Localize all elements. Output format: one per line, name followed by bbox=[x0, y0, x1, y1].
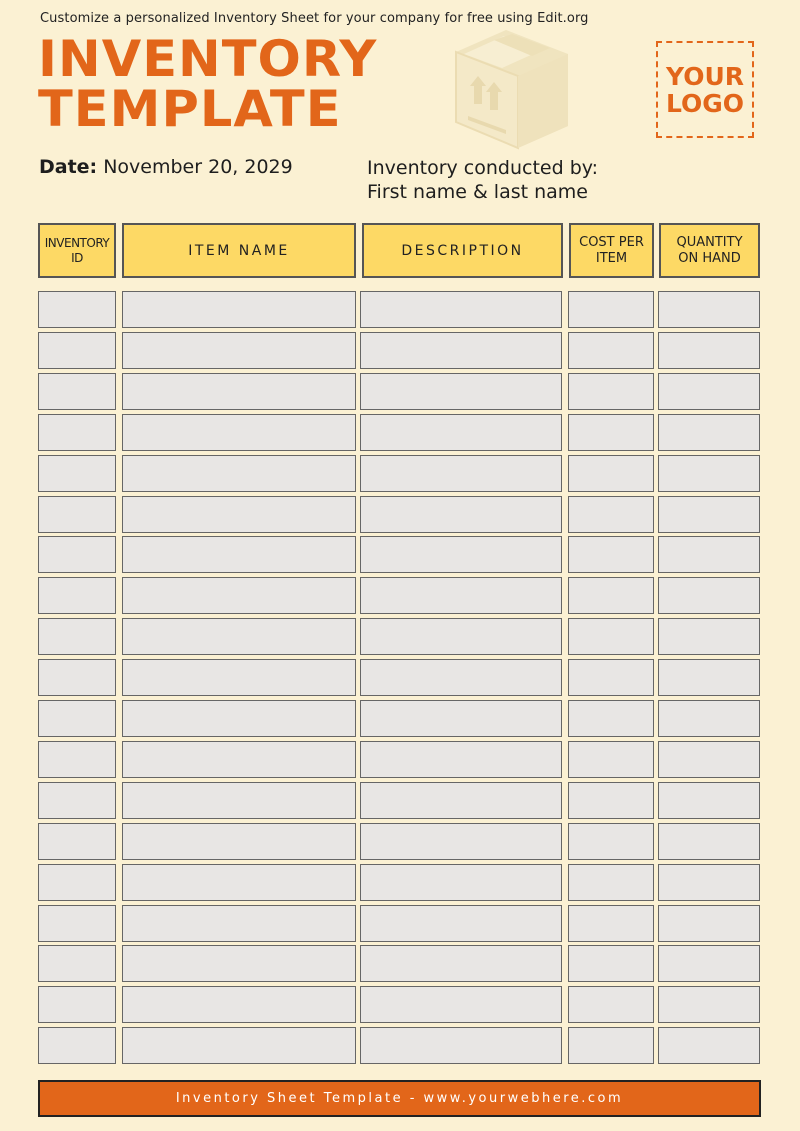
title-line-1: INVENTORY bbox=[38, 30, 378, 88]
description-cell[interactable] bbox=[360, 414, 562, 451]
cost-per-item-cell[interactable] bbox=[568, 291, 654, 328]
description-cell[interactable] bbox=[360, 455, 562, 492]
inventory-id-cell[interactable] bbox=[38, 986, 116, 1023]
cost-per-item-cell[interactable] bbox=[568, 782, 654, 819]
inventory-id-cell[interactable] bbox=[38, 291, 116, 328]
item-name-cell[interactable] bbox=[122, 741, 356, 778]
description-cell[interactable] bbox=[360, 741, 562, 778]
quantity-on-hand-cell[interactable] bbox=[658, 741, 760, 778]
inventory-id-cell[interactable] bbox=[38, 659, 116, 696]
cost-per-item-cell[interactable] bbox=[568, 332, 654, 369]
cost-per-item-cell[interactable] bbox=[568, 659, 654, 696]
inventory-id-cell[interactable] bbox=[38, 618, 116, 655]
quantity-on-hand-cell[interactable] bbox=[658, 414, 760, 451]
conducted-value: First name & last name bbox=[367, 181, 588, 203]
quantity-on-hand-cell[interactable] bbox=[658, 659, 760, 696]
item-name-cell[interactable] bbox=[122, 536, 356, 573]
conducted-label: Inventory conducted by: bbox=[367, 157, 599, 179]
cost-per-item-cell[interactable] bbox=[568, 1027, 654, 1064]
box-icon bbox=[446, 24, 578, 150]
quantity-on-hand-cell[interactable] bbox=[658, 823, 760, 860]
item-name-cell[interactable] bbox=[122, 291, 356, 328]
logo-placeholder[interactable] bbox=[656, 41, 754, 138]
cost-per-item-cell[interactable] bbox=[568, 700, 654, 737]
cost-per-item-cell[interactable] bbox=[568, 945, 654, 982]
inventory-id-cell[interactable] bbox=[38, 373, 116, 410]
quantity-on-hand-cell[interactable] bbox=[658, 945, 760, 982]
description-cell[interactable] bbox=[360, 659, 562, 696]
description-cell[interactable] bbox=[360, 536, 562, 573]
column-header-cost-per-item: COST PER ITEM bbox=[569, 223, 654, 278]
quantity-on-hand-cell[interactable] bbox=[658, 905, 760, 942]
item-name-cell[interactable] bbox=[122, 373, 356, 410]
cost-per-item-cell[interactable] bbox=[568, 373, 654, 410]
cost-per-item-cell[interactable] bbox=[568, 741, 654, 778]
description-cell[interactable] bbox=[360, 945, 562, 982]
logo-line-2: LOGO bbox=[665, 88, 745, 118]
inventory-id-cell[interactable] bbox=[38, 455, 116, 492]
column-header-item-name: ITEM NAME bbox=[122, 223, 356, 278]
quantity-on-hand-cell[interactable] bbox=[658, 536, 760, 573]
item-name-cell[interactable] bbox=[122, 577, 356, 614]
quantity-on-hand-cell[interactable] bbox=[658, 373, 760, 410]
item-name-cell[interactable] bbox=[122, 864, 356, 901]
cost-per-item-cell[interactable] bbox=[568, 905, 654, 942]
inventory-id-cell[interactable] bbox=[38, 577, 116, 614]
item-name-cell[interactable] bbox=[122, 823, 356, 860]
item-name-cell[interactable] bbox=[122, 700, 356, 737]
inventory-id-cell[interactable] bbox=[38, 700, 116, 737]
quantity-on-hand-cell[interactable] bbox=[658, 986, 760, 1023]
item-name-cell[interactable] bbox=[122, 618, 356, 655]
date-value: November 20, 2029 bbox=[103, 156, 293, 178]
date-label: Date: bbox=[39, 156, 98, 178]
column-header-inventory-id: INVENTORY ID bbox=[38, 223, 116, 278]
item-name-cell[interactable] bbox=[122, 659, 356, 696]
item-name-cell[interactable] bbox=[122, 496, 356, 533]
description-cell[interactable] bbox=[360, 823, 562, 860]
cost-per-item-cell[interactable] bbox=[568, 414, 654, 451]
item-name-cell[interactable] bbox=[122, 1027, 356, 1064]
inventory-id-cell[interactable] bbox=[38, 782, 116, 819]
item-name-cell[interactable] bbox=[122, 332, 356, 369]
inventory-id-cell[interactable] bbox=[38, 823, 116, 860]
inventory-id-cell[interactable] bbox=[38, 905, 116, 942]
column-header-description: DESCRIPTION bbox=[362, 223, 563, 278]
cost-per-item-cell[interactable] bbox=[568, 618, 654, 655]
cost-per-item-cell[interactable] bbox=[568, 577, 654, 614]
description-cell[interactable] bbox=[360, 782, 562, 819]
title-line-2: TEMPLATE bbox=[38, 80, 342, 138]
description-cell[interactable] bbox=[360, 618, 562, 655]
description-cell[interactable] bbox=[360, 700, 562, 737]
description-cell[interactable] bbox=[360, 1027, 562, 1064]
quantity-on-hand-cell[interactable] bbox=[658, 455, 760, 492]
quantity-on-hand-cell[interactable] bbox=[658, 864, 760, 901]
quantity-on-hand-cell[interactable] bbox=[658, 577, 760, 614]
quantity-on-hand-cell[interactable] bbox=[658, 496, 760, 533]
quantity-on-hand-cell[interactable] bbox=[658, 618, 760, 655]
cost-per-item-cell[interactable] bbox=[568, 823, 654, 860]
inventory-id-cell[interactable] bbox=[38, 864, 116, 901]
quantity-on-hand-cell[interactable] bbox=[658, 700, 760, 737]
cost-per-item-cell[interactable] bbox=[568, 986, 654, 1023]
logo-line-1: YOUR bbox=[665, 61, 744, 91]
quantity-on-hand-cell[interactable] bbox=[658, 291, 760, 328]
cost-per-item-cell[interactable] bbox=[568, 455, 654, 492]
inventory-id-cell[interactable] bbox=[38, 414, 116, 451]
item-name-cell[interactable] bbox=[122, 986, 356, 1023]
item-name-cell[interactable] bbox=[122, 945, 356, 982]
inventory-id-cell[interactable] bbox=[38, 332, 116, 369]
inventory-id-cell[interactable] bbox=[38, 496, 116, 533]
tagline: Customize a personalized Inventory Sheet for your company for free using Edit.org bbox=[40, 11, 589, 26]
inventory-id-cell[interactable] bbox=[38, 1027, 116, 1064]
item-name-cell[interactable] bbox=[122, 782, 356, 819]
description-cell[interactable] bbox=[360, 864, 562, 901]
description-cell[interactable] bbox=[360, 291, 562, 328]
quantity-on-hand-cell[interactable] bbox=[658, 1027, 760, 1064]
description-cell[interactable] bbox=[360, 332, 562, 369]
description-cell[interactable] bbox=[360, 905, 562, 942]
description-cell[interactable] bbox=[360, 986, 562, 1023]
cost-per-item-cell[interactable] bbox=[568, 864, 654, 901]
quantity-on-hand-cell[interactable] bbox=[658, 782, 760, 819]
column-header-quantity-on-hand: QUANTITY ON HAND bbox=[659, 223, 760, 278]
inventory-id-cell[interactable] bbox=[38, 945, 116, 982]
page-title bbox=[38, 30, 378, 138]
description-cell[interactable] bbox=[360, 577, 562, 614]
footer-banner: Inventory Sheet Template - www.yourwebhere.com bbox=[38, 1080, 761, 1117]
item-name-cell[interactable] bbox=[122, 455, 356, 492]
conducted-by bbox=[367, 156, 598, 204]
quantity-on-hand-cell[interactable] bbox=[658, 332, 760, 369]
cost-per-item-cell[interactable] bbox=[568, 496, 654, 533]
description-cell[interactable] bbox=[360, 496, 562, 533]
description-cell[interactable] bbox=[360, 373, 562, 410]
item-name-cell[interactable] bbox=[122, 905, 356, 942]
cost-per-item-cell[interactable] bbox=[568, 536, 654, 573]
inventory-id-cell[interactable] bbox=[38, 536, 116, 573]
inventory-id-cell[interactable] bbox=[38, 741, 116, 778]
date-field bbox=[39, 156, 293, 178]
item-name-cell[interactable] bbox=[122, 414, 356, 451]
